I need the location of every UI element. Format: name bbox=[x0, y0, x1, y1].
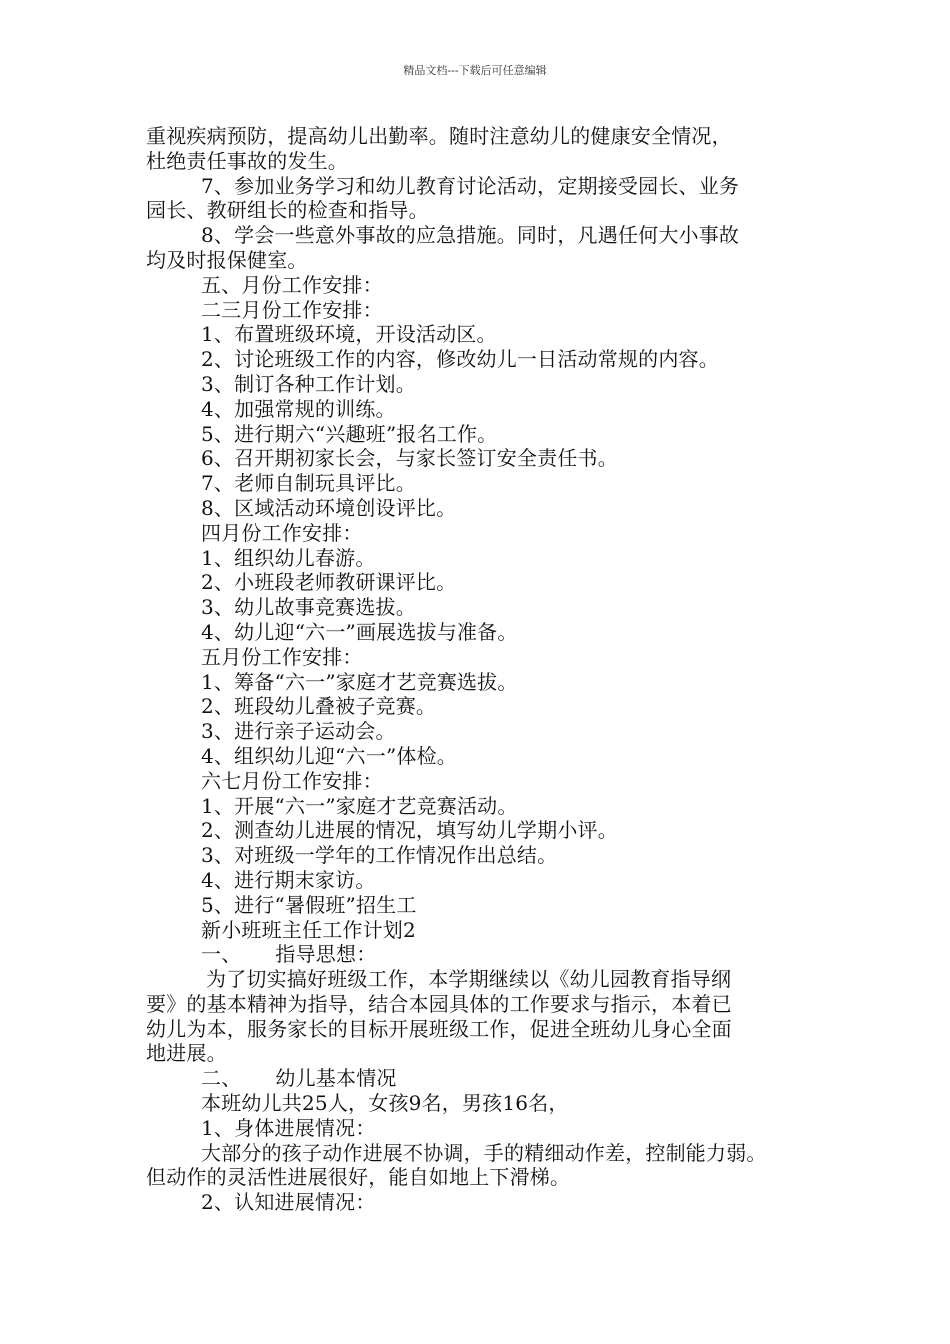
text-line: 均及时报保健室。 bbox=[146, 247, 308, 272]
list-item: 4、加强常规的训练。 bbox=[201, 396, 396, 421]
text-line: 8、学会一些意外事故的应急措施。同时，凡遇任何大小事故 bbox=[201, 223, 740, 248]
text-line: 地进展。 bbox=[146, 1041, 227, 1066]
text-line: 重视疾病预防，提高幼儿出勤率。随时注意幼儿的健康安全情况， bbox=[146, 124, 732, 148]
list-item: 5、进行期六“兴趣班”报名工作。 bbox=[201, 421, 498, 446]
sub-heading: 二三月份工作安排： bbox=[201, 297, 383, 322]
list-item: 4、幼儿迎“六一”画展选拔与准备。 bbox=[201, 619, 518, 644]
list-item: 1、筹备“六一”家庭才艺竞赛选拔。 bbox=[201, 669, 518, 694]
list-item: 2、测查幼儿进展的情况，填写幼儿学期小评。 bbox=[201, 818, 618, 843]
list-item: 3、进行亲子运动会。 bbox=[201, 719, 396, 744]
text-line: 杜绝责任事故的发生。 bbox=[146, 148, 348, 173]
text-line: 幼儿为本，服务家长的目标开展班级工作，促进全班幼儿身心全面 bbox=[146, 1016, 732, 1041]
section-heading-guiding-ideology bbox=[146, 942, 822, 967]
text-line: 大部分的孩子动作进展不协调，手的精细动作差，控制能力弱。 bbox=[201, 1140, 767, 1165]
list-item: 2、小班段老师教研课评比。 bbox=[201, 570, 457, 595]
text-line: 园长、教研组长的检查和指导。 bbox=[146, 198, 429, 223]
list-item: 4、组织幼儿迎“六一”体检。 bbox=[201, 743, 457, 768]
list-item: 8、区域活动环境创设评比。 bbox=[201, 495, 457, 520]
list-item: 4、进行期末家访。 bbox=[201, 867, 376, 892]
section-heading: 五、月份工作安排： bbox=[201, 272, 383, 297]
sub-heading: 1、身体进展情况： bbox=[201, 1115, 376, 1140]
sub-heading: 六七月份工作安排： bbox=[201, 768, 383, 793]
document-body bbox=[146, 124, 822, 1215]
list-item: 2、班段幼儿叠被子竞赛。 bbox=[201, 694, 437, 719]
sub-heading: 四月份工作安排： bbox=[201, 520, 363, 545]
list-item: 3、制订各种工作计划。 bbox=[201, 371, 416, 396]
text-line: 为了切实搞好班级工作，本学期继续以《幼儿园教育指导纲 bbox=[206, 967, 732, 992]
text-line: 但动作的灵活性进展很好，能自如地上下滑梯。 bbox=[146, 1165, 571, 1190]
list-item: 7、老师自制玩具评比。 bbox=[201, 471, 416, 496]
sub-heading: 2、认知进展情况： bbox=[201, 1190, 376, 1215]
list-item: 1、开展“六一”家庭才艺竞赛活动。 bbox=[201, 793, 518, 818]
sub-heading: 五月份工作安排： bbox=[201, 644, 363, 669]
section-title: 幼儿基本情况 bbox=[275, 1066, 397, 1091]
section-number: 一、 bbox=[201, 942, 242, 967]
text-line: 7、参加业务学习和幼儿教育讨论活动，定期接受园长、业务 bbox=[201, 173, 740, 198]
list-item: 2、讨论班级工作的内容，修改幼儿一日活动常规的内容。 bbox=[201, 347, 719, 372]
section-number: 二、 bbox=[201, 1066, 242, 1091]
list-item: 3、对班级一学年的工作情况作出总结。 bbox=[201, 843, 558, 868]
document-title: 新小班班主任工作计划2 bbox=[201, 917, 416, 942]
page-header: 精品文档---下载后可任意编辑 bbox=[403, 64, 547, 77]
section-title: 指导思想： bbox=[275, 942, 377, 967]
list-item: 3、幼儿故事竞赛选拔。 bbox=[201, 595, 416, 620]
text-line: 要》的基本精神为指导，结合本园具体的工作要求与指示，本着已 bbox=[146, 991, 732, 1016]
list-item: 5、进行“暑假班”招生工 bbox=[201, 892, 417, 917]
list-item: 1、组织幼儿春游。 bbox=[201, 545, 376, 570]
section-heading-basic-situation bbox=[146, 1066, 822, 1091]
list-item: 1、布置班级环境，开设活动区。 bbox=[201, 322, 497, 347]
text-line: 本班幼儿共25人，女孩9名，男孩16名， bbox=[201, 1091, 569, 1116]
list-item: 6、召开期初家长会，与家长签订安全责任书。 bbox=[201, 446, 618, 471]
